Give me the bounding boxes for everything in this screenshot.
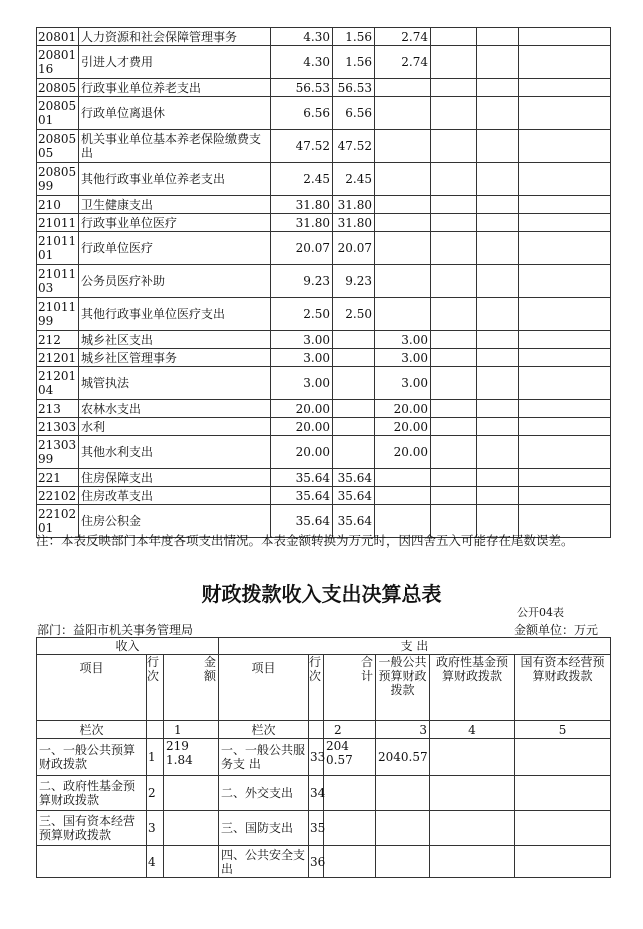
total-cell: 47.52 [271, 130, 333, 163]
basic-cell: 6.56 [333, 97, 375, 130]
code-cell: 22102 [37, 487, 79, 505]
empty-cell [477, 418, 519, 436]
basic-cell: 35.64 [333, 505, 375, 538]
page-title: 财政拨款收入支出决算总表 [201, 582, 442, 606]
general-cell: 2040.57 [376, 739, 430, 776]
header-line-2: 行次 [309, 655, 324, 721]
code-cell: 2080599 [37, 163, 79, 196]
empty-cell [519, 79, 611, 97]
total-cell: 20.00 [271, 400, 333, 418]
table-row [37, 400, 611, 418]
project-cell [375, 130, 431, 163]
table-row [37, 469, 611, 487]
table-row [37, 214, 611, 232]
table-row [37, 196, 611, 214]
empty-cell [430, 776, 515, 811]
table-row [37, 163, 611, 196]
table-row [37, 846, 611, 878]
empty-cell [515, 739, 611, 776]
name-cell: 城乡社区管理事务 [79, 349, 271, 367]
empty-cell [519, 97, 611, 130]
table-row [37, 28, 611, 46]
code-cell: 2101101 [37, 232, 79, 265]
name-cell: 卫生健康支出 [79, 196, 271, 214]
project-cell: 2.74 [375, 28, 431, 46]
total-cell: 3.00 [271, 349, 333, 367]
name-cell: 其他行政事业单位养老支出 [79, 163, 271, 196]
empty-cell [431, 487, 477, 505]
empty-cell [519, 436, 611, 469]
table-row [37, 232, 611, 265]
basic-cell [333, 418, 375, 436]
empty-cell [431, 436, 477, 469]
project-cell: 3.00 [375, 367, 431, 400]
project-cell: 3.00 [375, 349, 431, 367]
empty-cell [519, 418, 611, 436]
empty-cell [431, 46, 477, 79]
empty-cell [519, 400, 611, 418]
basic-cell [333, 367, 375, 400]
in-item-cell: 二、政府性基金预算财政拨款 [37, 776, 147, 811]
code-cell: 2080501 [37, 97, 79, 130]
project-cell: 3.00 [375, 331, 431, 349]
header-line: 行次 [147, 655, 164, 721]
name-cell: 行政单位医疗 [79, 232, 271, 265]
general-cell [376, 811, 430, 846]
empty-cell [519, 130, 611, 163]
empty-cell [431, 97, 477, 130]
empty-cell [477, 400, 519, 418]
basic-cell: 2.45 [333, 163, 375, 196]
empty-cell [431, 130, 477, 163]
code-cell: 2210201 [37, 505, 79, 538]
out-item-cell: 二、外交支出 [219, 776, 309, 811]
fiscal-summary-table [36, 637, 611, 878]
project-cell [375, 163, 431, 196]
total-cell [324, 846, 376, 878]
header-item: 项目 [37, 655, 147, 721]
empty-cell [477, 196, 519, 214]
empty-cell [431, 79, 477, 97]
empty-cell [431, 214, 477, 232]
in-item-cell [37, 846, 147, 878]
in-line-cell: 2 [147, 776, 164, 811]
project-cell: 2.74 [375, 46, 431, 79]
out-item-cell: 四、公共安全支出 [219, 846, 309, 878]
empty-cell [519, 367, 611, 400]
code-cell: 212 [37, 331, 79, 349]
project-cell: 20.00 [375, 436, 431, 469]
basic-cell: 56.53 [333, 79, 375, 97]
col-label: 栏次 [37, 721, 147, 739]
col-4: 4 [430, 721, 515, 739]
total-cell: 4.30 [271, 46, 333, 79]
header-total: 合计 [324, 655, 376, 721]
basic-cell: 20.07 [333, 232, 375, 265]
name-cell: 公务员医疗补助 [79, 265, 271, 298]
table-row [37, 331, 611, 349]
basic-cell: 35.64 [333, 487, 375, 505]
empty-cell [431, 367, 477, 400]
name-cell: 其他水利支出 [79, 436, 271, 469]
project-cell [375, 97, 431, 130]
in-item-cell: 三、国有资本经营预算财政拨款 [37, 811, 147, 846]
empty-cell [519, 46, 611, 79]
project-cell [375, 298, 431, 331]
empty-cell [515, 776, 611, 811]
expense-table [36, 27, 611, 538]
empty-cell [477, 487, 519, 505]
col-1: 1 [164, 721, 219, 739]
empty-cell [477, 331, 519, 349]
empty-cell [519, 298, 611, 331]
basic-cell: 1.56 [333, 46, 375, 79]
name-cell: 住房改革支出 [79, 487, 271, 505]
form-number: 公开04表 [517, 606, 564, 619]
total-cell: 204 0.57 [324, 739, 376, 776]
name-cell: 行政单位离退休 [79, 97, 271, 130]
total-cell: 31.80 [271, 214, 333, 232]
in-amount-cell [164, 846, 219, 878]
name-cell: 城乡社区支出 [79, 331, 271, 349]
empty-cell [477, 265, 519, 298]
code-cell: 20805 [37, 79, 79, 97]
empty-cell [519, 232, 611, 265]
basic-cell: 35.64 [333, 469, 375, 487]
unit-label: 金额单位：万元 [514, 623, 599, 637]
code-cell: 2130399 [37, 436, 79, 469]
basic-cell: 9.23 [333, 265, 375, 298]
code-cell: 2080116 [37, 46, 79, 79]
empty-cell [519, 163, 611, 196]
empty-cell [430, 846, 515, 878]
table-row [37, 79, 611, 97]
table-row [37, 776, 611, 811]
code-cell: 2120104 [37, 367, 79, 400]
project-cell: 20.00 [375, 400, 431, 418]
in-line-cell: 3 [147, 811, 164, 846]
out-line-cell: 35 [309, 811, 324, 846]
empty-cell [431, 298, 477, 331]
total-cell: 20.07 [271, 232, 333, 265]
in-amount-cell [164, 811, 219, 846]
empty-cell [477, 163, 519, 196]
basic-cell: 31.80 [333, 214, 375, 232]
table-row [37, 811, 611, 846]
code-cell: 2101199 [37, 298, 79, 331]
total-cell: 3.00 [271, 367, 333, 400]
empty-cell [519, 214, 611, 232]
income-header: 收入 [37, 638, 219, 655]
empty-cell [431, 469, 477, 487]
basic-cell [333, 436, 375, 469]
empty-cell [477, 298, 519, 331]
empty-cell [477, 349, 519, 367]
empty-cell [431, 331, 477, 349]
name-cell: 住房公积金 [79, 505, 271, 538]
empty-cell [519, 487, 611, 505]
basic-cell [333, 331, 375, 349]
table-row [37, 298, 611, 331]
project-cell [375, 487, 431, 505]
total-cell [324, 811, 376, 846]
empty-cell [431, 196, 477, 214]
name-cell: 行政事业单位养老支出 [79, 79, 271, 97]
empty-cell [519, 28, 611, 46]
empty-cell [519, 196, 611, 214]
basic-cell [333, 400, 375, 418]
col-5: 5 [515, 721, 611, 739]
out-line-cell: 33 [309, 739, 324, 776]
basic-cell: 47.52 [333, 130, 375, 163]
total-cell: 35.64 [271, 505, 333, 538]
in-amount-cell [164, 776, 219, 811]
code-cell: 221 [37, 469, 79, 487]
code-cell: 210 [37, 196, 79, 214]
basic-cell: 2.50 [333, 298, 375, 331]
in-amount-cell: 219 1.84 [164, 739, 219, 776]
empty-cell [477, 79, 519, 97]
total-cell: 2.50 [271, 298, 333, 331]
empty-cell [431, 349, 477, 367]
total-cell: 6.56 [271, 97, 333, 130]
code-cell: 21201 [37, 349, 79, 367]
empty-cell [477, 97, 519, 130]
table-row [37, 130, 611, 163]
table-note: 注：本表反映部门本年度各项支出情况。本表金额转换为万元时，因四舍五入可能存在尾数误差。 [36, 533, 574, 548]
empty-cell [519, 331, 611, 349]
header-general: 一般公共预算财政拨款 [376, 655, 430, 721]
project-cell [375, 196, 431, 214]
total-cell: 4.30 [271, 28, 333, 46]
empty-cell [431, 400, 477, 418]
general-cell [376, 846, 430, 878]
empty-cell [477, 130, 519, 163]
in-line-cell: 4 [147, 846, 164, 878]
empty-cell [477, 232, 519, 265]
code-cell: 21011 [37, 214, 79, 232]
total-cell [324, 776, 376, 811]
table-row [37, 46, 611, 79]
table-row [37, 418, 611, 436]
empty-cell [431, 232, 477, 265]
code-cell: 21303 [37, 418, 79, 436]
out-item-cell: 一、一般公共服务支 出 [219, 739, 309, 776]
header-amount: 金额 [164, 655, 219, 721]
total-cell: 20.00 [271, 436, 333, 469]
table-row [37, 487, 611, 505]
project-cell [375, 79, 431, 97]
out-line-cell: 36 [309, 846, 324, 878]
total-cell: 9.23 [271, 265, 333, 298]
project-cell [375, 265, 431, 298]
header-gov-fund: 政府性基金预算财政拨款 [430, 655, 515, 721]
name-cell: 水利 [79, 418, 271, 436]
empty-cell [515, 811, 611, 846]
empty-cell [430, 811, 515, 846]
table-row [37, 739, 611, 776]
code-cell: 2080505 [37, 130, 79, 163]
out-line-cell: 34 [309, 776, 324, 811]
basic-cell: 31.80 [333, 196, 375, 214]
header-item-2: 项目 [219, 655, 309, 721]
name-cell: 引进人才费用 [79, 46, 271, 79]
empty-cell [519, 349, 611, 367]
total-cell: 20.00 [271, 418, 333, 436]
project-cell [375, 469, 431, 487]
expense-header: 支 出 [219, 638, 611, 655]
col-3: 3 [376, 721, 430, 739]
department-label: 部门：益阳市机关事务管理局 [37, 623, 194, 637]
table-row [37, 265, 611, 298]
empty-cell [431, 265, 477, 298]
empty-cell [477, 28, 519, 46]
name-cell: 人力资源和社会保障管理事务 [79, 28, 271, 46]
header-state-capital: 国有资本经营预算财政拨款 [515, 655, 611, 721]
total-cell: 2.45 [271, 163, 333, 196]
empty-cell [519, 469, 611, 487]
col-label-2: 栏次 [219, 721, 309, 739]
table-row [37, 349, 611, 367]
table-row [37, 97, 611, 130]
table-row [37, 367, 611, 400]
name-cell: 行政事业单位医疗 [79, 214, 271, 232]
name-cell: 机关事业单位基本养老保险缴费支出 [79, 130, 271, 163]
empty-cell [477, 367, 519, 400]
in-item-cell: 一、一般公共预算财政拨款 [37, 739, 147, 776]
basic-cell: 1.56 [333, 28, 375, 46]
col-2: 2 [324, 721, 376, 739]
total-cell: 3.00 [271, 331, 333, 349]
empty-cell [430, 739, 515, 776]
empty-cell [477, 214, 519, 232]
project-cell [375, 232, 431, 265]
name-cell: 农林水支出 [79, 400, 271, 418]
basic-cell [333, 349, 375, 367]
general-cell [376, 776, 430, 811]
total-cell: 31.80 [271, 196, 333, 214]
in-line-cell: 1 [147, 739, 164, 776]
name-cell: 其他行政事业单位医疗支出 [79, 298, 271, 331]
empty-cell [431, 28, 477, 46]
total-cell: 35.64 [271, 469, 333, 487]
name-cell: 住房保障支出 [79, 469, 271, 487]
project-cell: 20.00 [375, 418, 431, 436]
empty-cell [515, 846, 611, 878]
empty-cell [477, 469, 519, 487]
out-item-cell: 三、国防支出 [219, 811, 309, 846]
total-cell: 35.64 [271, 487, 333, 505]
code-cell: 213 [37, 400, 79, 418]
total-cell: 56.53 [271, 79, 333, 97]
empty-cell [519, 265, 611, 298]
empty-cell [477, 46, 519, 79]
name-cell: 城管执法 [79, 367, 271, 400]
empty-cell [431, 163, 477, 196]
code-cell: 2101103 [37, 265, 79, 298]
empty-cell [477, 436, 519, 469]
code-cell: 20801 [37, 28, 79, 46]
project-cell [375, 214, 431, 232]
empty-cell [431, 418, 477, 436]
table-row [37, 436, 611, 469]
